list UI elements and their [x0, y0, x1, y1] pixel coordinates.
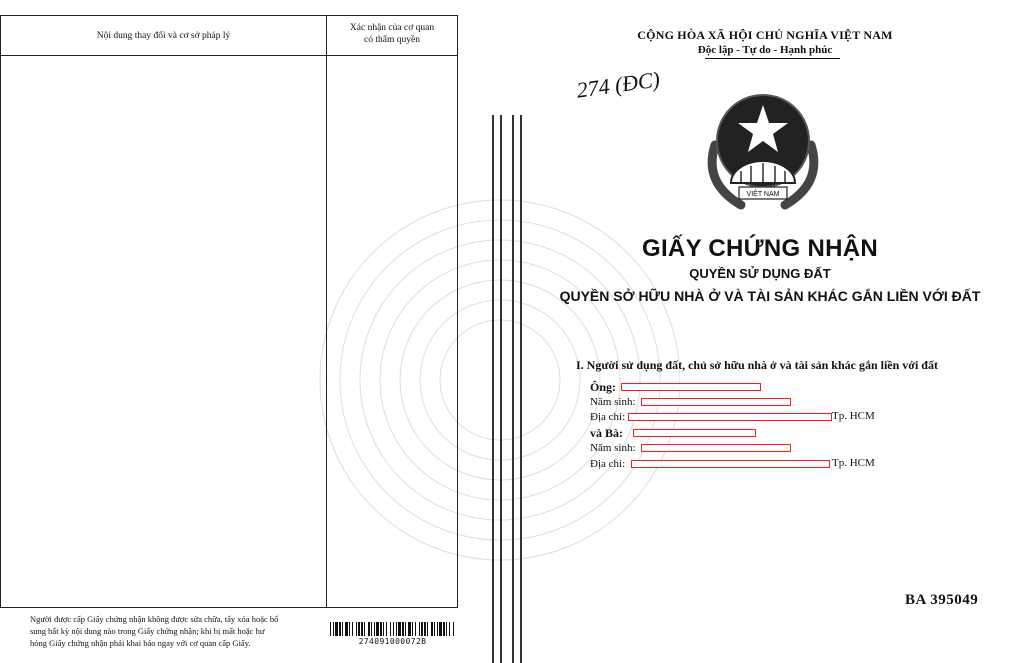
barcode-bar: [383, 622, 384, 636]
barcode-bar: [358, 622, 360, 636]
barcode-bar: [352, 622, 353, 636]
redaction-box: [633, 429, 756, 437]
barcode-bar: [349, 622, 350, 636]
field-label-address-1: Địa chỉ:: [590, 411, 626, 423]
column-header-changes: Nội dung thay đổi và cơ sở pháp lý: [96, 31, 231, 41]
barcode-bar: [330, 622, 331, 636]
barcode-bar: [390, 622, 391, 636]
barcode-number: 274091000072B: [358, 637, 427, 646]
field-label-birth-year-2: Năm sinh:: [590, 442, 636, 454]
barcode-bar: [412, 622, 413, 636]
barcode-bar: [376, 622, 379, 636]
footnote-line: sung bất kỳ nội dung nào trong Giấy chứng nhận; khi bị mất hoặc hư: [30, 626, 265, 636]
national-emblem-icon: [693, 83, 833, 213]
barcode-bar: [333, 622, 334, 636]
emblem-banner-text: VIỆT NAM: [746, 191, 780, 198]
barcode-bar: [342, 622, 343, 636]
column-header-authority-line2: có thẩm quyền: [364, 35, 420, 45]
redaction-box: [631, 460, 830, 468]
column-divider: [326, 16, 327, 607]
barcode-bar: [345, 622, 348, 636]
barcode-bar: [386, 622, 387, 636]
address-city-1: Tp. HCM: [832, 410, 875, 422]
field-label-va-ba: và Bà:: [590, 426, 623, 440]
field-label-ong: Ông:: [590, 380, 617, 394]
barcode-bar: [335, 622, 338, 636]
address-city-2: Tp. HCM: [832, 457, 875, 469]
certificate-subtitle-house-ownership: QUYỀN SỞ HỮU NHÀ Ở VÀ TÀI SẢN KHÁC GẮN LIỀN VỚI ĐẤT: [559, 288, 981, 304]
barcode-bar: [371, 622, 372, 636]
column-header-authority: [327, 22, 457, 46]
barcode-bar: [398, 622, 401, 636]
certificate-subtitle-land-use: QUYỀN SỬ DỤNG ĐẤT: [689, 266, 831, 281]
handwritten-note: 274 (ĐC): [575, 66, 662, 103]
barcode-bar: [439, 622, 442, 636]
barcode-bar: [415, 622, 416, 636]
barcode-bar: [396, 622, 397, 636]
section-heading-owners: I. Người sử dụng đất, chủ sở hữu nhà ở và tài sản khác gắn liền với đất: [576, 358, 938, 372]
barcode-bar: [393, 622, 394, 636]
barcode-bar: [431, 622, 433, 636]
barcode-bar: [437, 622, 438, 636]
barcode-bar: [368, 622, 370, 636]
certificate-title: GIẤY CHỨNG NHẬN: [642, 235, 878, 262]
barcode-bar: [361, 622, 363, 636]
barcode-bar: [443, 622, 445, 636]
redaction-box: [628, 413, 832, 421]
amendments-table: [0, 15, 458, 608]
barcode-bar: [356, 622, 357, 636]
redaction-box: [641, 444, 791, 452]
column-header-authority-line1: Xác nhận của cơ quan: [349, 23, 435, 33]
footnote: [30, 613, 320, 649]
spine-line: [492, 115, 494, 663]
barcode-bar: [380, 622, 382, 636]
barcode-bar: [364, 622, 365, 636]
motto-underline: [705, 58, 840, 59]
field-label-address-2: Địa chỉ:: [590, 458, 626, 470]
barcode-bar: [405, 622, 406, 636]
barcode-bar: [449, 622, 450, 636]
barcode-bar: [424, 622, 426, 636]
barcode-bar: [419, 622, 420, 636]
barcode-bar: [374, 622, 375, 636]
spine-line: [500, 115, 502, 663]
barcode-bar: [446, 622, 447, 636]
barcode-bar: [402, 622, 404, 636]
spine-line: [520, 115, 522, 663]
barcode-bar: [427, 622, 428, 636]
motto: Độc lập - Tự do - Hạnh phúc: [697, 44, 833, 56]
barcode-bar: [421, 622, 423, 636]
redaction-box: [621, 383, 761, 391]
spine-line: [512, 115, 514, 663]
barcode-bar: [434, 622, 435, 636]
field-label-birth-year-1: Năm sinh:: [590, 396, 636, 408]
barcode-bar: [408, 622, 411, 636]
barcode-bar: [453, 622, 454, 636]
republic-heading: CỘNG HÒA XÃ HỘI CHỦ NGHĨA VIỆT NAM: [637, 28, 893, 42]
barcode-bar: [339, 622, 341, 636]
footnote-line: Người được cấp Giấy chứng nhận không được sửa chữa, tẩy xóa hoặc bổ: [30, 614, 279, 624]
footnote-line: hỏng Giấy chứng nhận phải khai báo ngay với cơ quan cấp Giấy.: [30, 638, 251, 648]
serial-number: BA 395049: [905, 592, 979, 608]
barcode: [330, 622, 455, 636]
redaction-box: [641, 398, 791, 406]
